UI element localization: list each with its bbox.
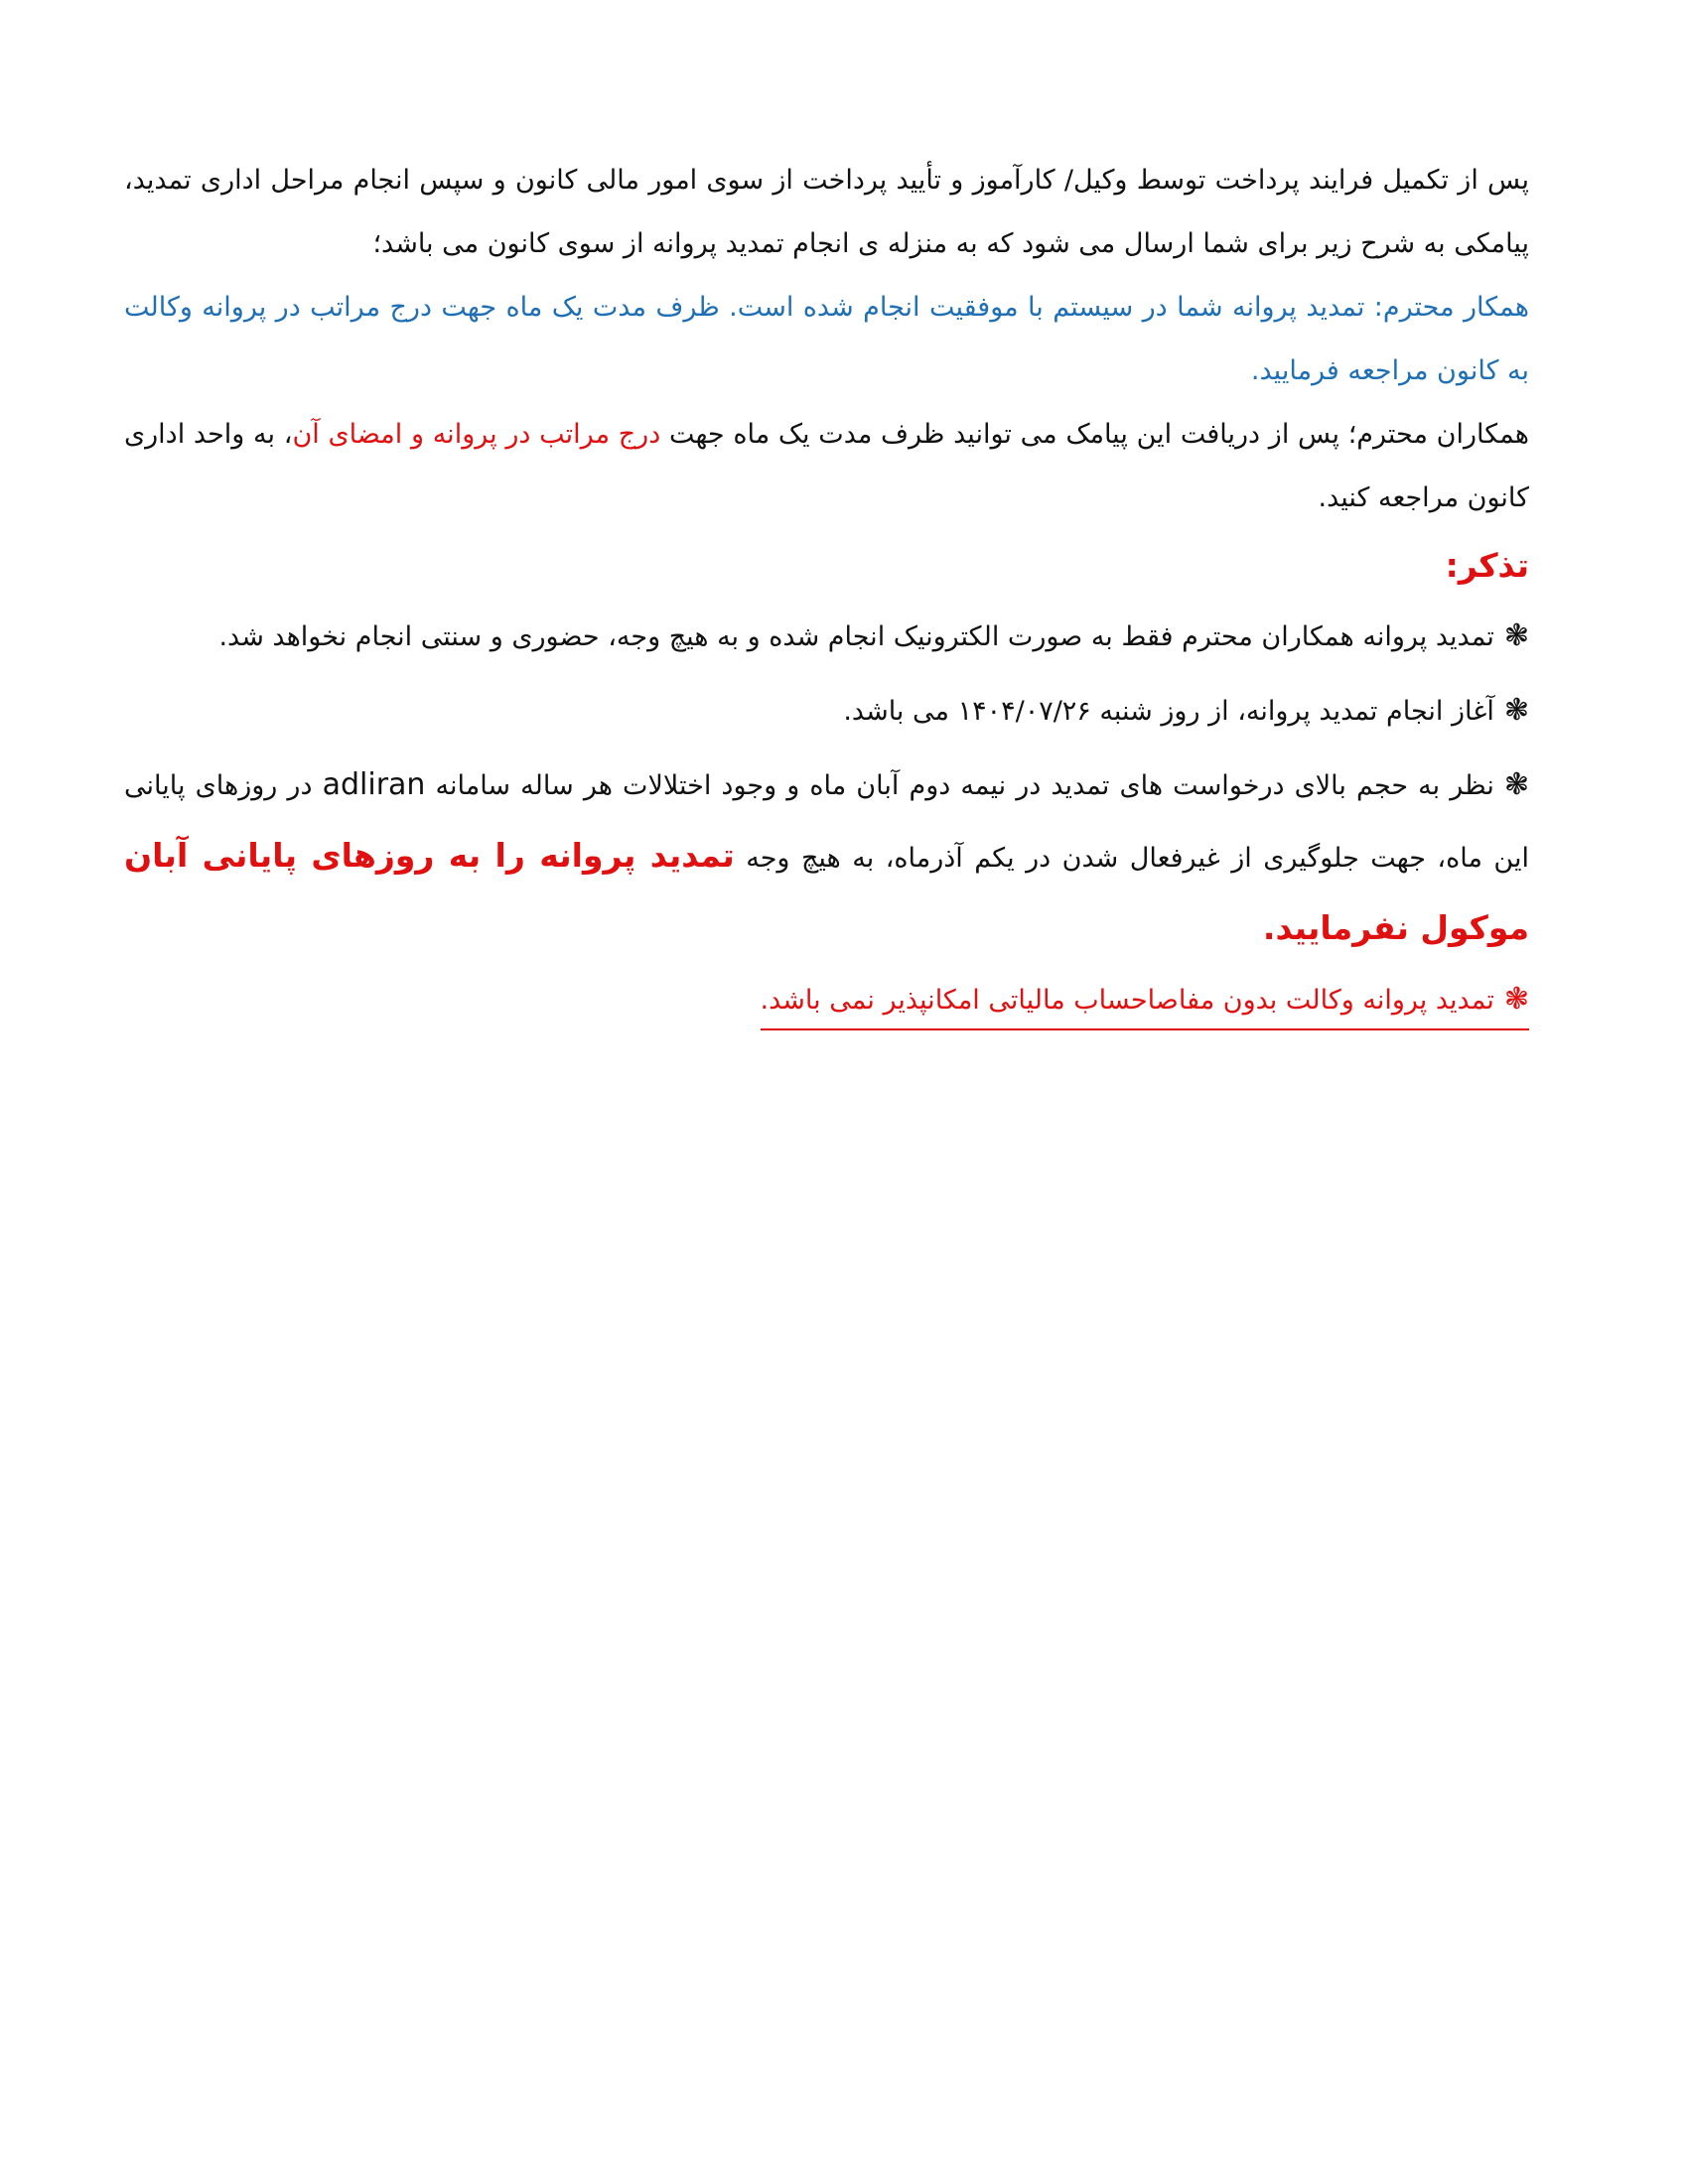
asterisk-bullet-icon: ❃ <box>1503 693 1529 728</box>
intro-paragraph: پس از تکمیل فرایند پرداخت توسط وکیل/ کارآموز و تأیید پرداخت از سوی امور مالی کانون و سپس انجام مراحل اداری تمدید، پیامکی به شرح زیر برای شما ارسال می شود که به منزله ی انجام تمدید پروانه از سوی کانون می باشد؛ <box>124 165 1529 259</box>
document-page <box>124 149 1529 1030</box>
reminder-bullet-2-text: آغاز انجام تمدید پروانه، از روز شنبه ۱۴۰۴/۰۷/۲۶ می باشد. <box>843 696 1494 727</box>
reminder-heading: تذکر: <box>1445 546 1529 585</box>
instructions-paragraph <box>124 403 1529 530</box>
reminder-bullet-1 <box>124 602 1529 672</box>
reminder-bullet-3-text-1: نظر به حجم بالای درخواست های تمدید در نیمه دوم آبان ماه و وجود اختلالات هر ساله سامانه <box>425 770 1494 801</box>
reminder-bullet-2 <box>124 676 1529 747</box>
asterisk-bullet-icon: ❃ <box>1503 982 1529 1017</box>
adliran-system-name: adliran <box>322 767 426 802</box>
asterisk-bullet-icon: ❃ <box>1503 767 1529 802</box>
reminder-bullet-3 <box>124 751 1529 966</box>
reminder-bullet-4-underlined <box>761 976 1529 1030</box>
instructions-text-1: همکاران محترم؛ پس از دریافت این پیامک می توانید ظرف مدت یک ماه جهت <box>660 419 1529 450</box>
instructions-highlight: درج مراتب در پروانه و امضای آن <box>292 419 661 450</box>
reminder-bullet-4-text: تمدید پروانه وکالت بدون مفاصاحساب مالیاتی امکانپذیر نمی باشد. <box>760 985 1494 1016</box>
reminder-bullet-3-highlight: تمدید پروانه را به روزهای پایانی آبان موکول نفرمایید. <box>124 836 1529 947</box>
reminder-bullet-4 <box>124 976 1529 1030</box>
reminder-bullet-1-text: تمدید پروانه همکاران محترم فقط به صورت الکترونیک انجام شده و به هیچ وجه، حضوری و سنتی انجام نخواهد شد. <box>218 621 1494 652</box>
reminder-bullet-3-text-2: در روزهای پایانی این ماه، جهت جلوگیری از غیرفعال شدن در یکم آذرماه، به هیچ وجه <box>124 770 1529 874</box>
sms-message-paragraph: همکار محترم: تمدید پروانه شما در سیستم با موفقیت انجام شده است. ظرف مدت یک ماه جهت درج مراتب در پروانه وکالت به کانون مراجعه فرمایید. <box>124 292 1529 386</box>
asterisk-bullet-icon: ❃ <box>1503 618 1529 653</box>
instructions-text-2: ، به واحد اداری کانون مراجعه کنید. <box>124 419 1529 513</box>
